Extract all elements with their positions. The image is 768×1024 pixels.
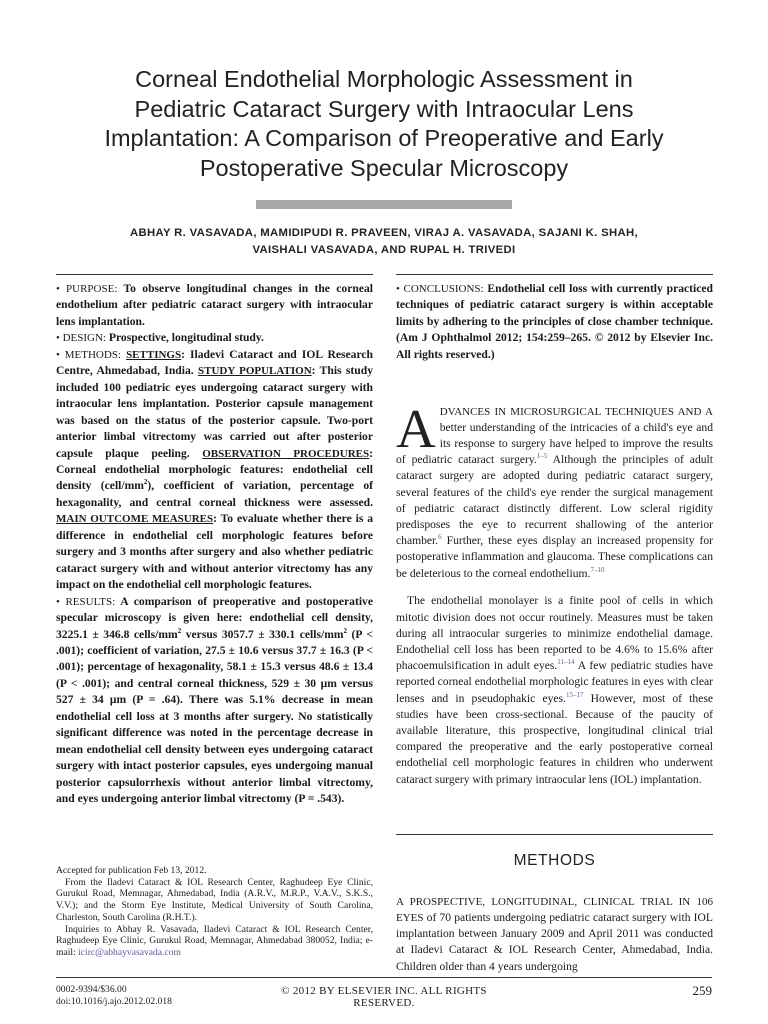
- author-line: VAISHALI VASAVADA, AND RUPAL H. TRIVEDI: [252, 244, 516, 256]
- intro-paragraph: [396, 593, 713, 787]
- title-line: Postoperative Specular Microscopy: [199, 154, 569, 181]
- results-text: versus 3057.7 ± 330.1 cells/mm: [181, 627, 344, 641]
- abstract-methods: [56, 347, 373, 594]
- copyright-notice: © 2012 BY ELSEVIER INC. ALL RIGHTS RESERVED.: [281, 985, 487, 1009]
- intro-leadin: DVANCES IN MICROSURGICAL TECHNIQUES AND A: [439, 405, 713, 418]
- outcome-label: MAIN OUTCOME MEASURES: [56, 513, 214, 526]
- results-text: (P < .001); coefficient of variation, 27.5 ± 10.6 versus 37.7 ± 16.3 (P < .001); percentage of hexagonality, 58.1 ± 15.3 versus 48.6 ± 13.4 (P < .001); and central corneal thickness, 529 ± 30 μm versus 527 ± 34 μm (P = .64). There was 5.1% decrease in mean endothelial cell loss at 3 months after surgery. No statistically significant difference was noted in the percentage decrease in mean endothelial cell density between eyes undergoing cataract surgery with intact posterior capsules, eyes undergoing manual posterior capsulorrhexis without anterior limbal vitrectomy, and eyes undergoing anterior limbal vitrectomy (P = .543).: [56, 627, 373, 806]
- abstract-results: [56, 594, 373, 808]
- settings-text: : Iladevi Cataract and IOL Research Centre, Ahmedabad, India.: [56, 347, 373, 378]
- author-line: ABHAY R. VASAVADA, MAMIDIPUDI R. PRAVEEN, VIRAJ A. VASAVADA, SAJANI K. SHAH,: [129, 227, 639, 239]
- methods-paragraph: [396, 894, 713, 975]
- methods-section: [396, 882, 713, 987]
- methods-label: • METHODS:: [56, 348, 121, 361]
- observation-text: ), coefficient of variation, percentage of hexagonality, and central corneal thickness were assessed.: [56, 479, 373, 509]
- intro-text: Although the principles of adult cataract surgery are adopted during pediatric cataract surgery, several features of the child's eye render the surgical management of pediatric cataract distinctly different. Low scleral rigidity predisposes the eye to recurrent shallowing of the anterior chamber.: [396, 453, 713, 548]
- purpose-label: • PURPOSE:: [56, 283, 118, 295]
- section-divider-rule: [396, 834, 713, 835]
- title-line: Implantation: A Comparison of Preoperative and Early: [104, 125, 664, 151]
- footer-identifiers: [56, 984, 172, 1007]
- superscript: 2: [177, 626, 182, 635]
- intro-text: better understanding of the intricacies of a child's eye and its response to surgery have helped to improve the results of pediatric cataract surgery.: [396, 420, 713, 467]
- conclusions-label: • CONCLUSIONS:: [396, 283, 484, 295]
- citation-link[interactable]: 1–5: [536, 452, 548, 461]
- email-link[interactable]: icirc@abhayvasavada.com: [78, 946, 181, 958]
- inquiries-text: Inquiries to Abhay R. Vasavada, Iladevi Cataract & IOL Research Center, Raghudeep Eye Clinic, Gurukul Road, Memnagar, Ahmedabad 380052, India; e-mail:: [56, 923, 373, 958]
- intro-text: A few pediatric studies have reported corneal endothelial morphologic features in eyes with clear lenses and in pseudophakic eyes.: [396, 659, 713, 705]
- intro-text: Further, these eyes display an increased propensity for postoperative inflammation and glaucoma. These complications can be deleterious to the corneal endothelium.: [396, 534, 713, 580]
- footer-rule: [56, 977, 712, 978]
- left-column-top-rule: [56, 274, 373, 275]
- abstract-conclusions: [396, 281, 713, 363]
- observation-text: : Corneal endothelial morphologic features: endothelial cell density (cell/mm: [56, 446, 374, 493]
- superscript: 2: [143, 478, 148, 487]
- title-line: Pediatric Cataract Surgery with Intraocular Lens: [134, 95, 634, 122]
- citation-link[interactable]: 15–17: [565, 690, 584, 699]
- abstract-left-column: [56, 281, 373, 808]
- citation-link[interactable]: 11–14: [557, 658, 575, 667]
- outcome-text: : To evaluate whether there is a difference in endothelial cell morphologic features before surgery and 3 months after surgery and also whether pediatric cataract surgery with and without anterior vitrectomy has any impact on the endothelial cell morphologic features.: [56, 512, 373, 592]
- intro-text: However, most of these studies have been cross-sectional. Because of the paucity of available literature, this prospective, longitudinal clinical trial compared the preoperative and the early postoperative corneal endothelial cell morphologic features in children who underwent cataract surgery with primary intraocular lens (IOL) implantation.: [396, 691, 714, 786]
- abstract-right-column: [396, 281, 713, 363]
- citation-link[interactable]: 6: [438, 533, 442, 542]
- inquiries-note: [56, 924, 373, 959]
- methods-leadin: A PROSPECTIVE, LONGITUDINAL, CLINICAL TRIAL IN 106 EYES: [396, 895, 713, 924]
- methods-heading: METHODS: [513, 852, 596, 869]
- conclusions-text: Endothelial cell loss with currently practiced techniques of pediatric cataract surgery is within acceptable limits by adhering to the principles of close chamber technique. (Am J Ophthalmol 2012; 154:259–265. © 2012 by Elsevier Inc. All rights reserved.): [396, 282, 714, 361]
- accepted-date: Accepted for publication Feb 13, 2012.: [56, 865, 207, 876]
- results-label: • RESULTS:: [56, 595, 116, 608]
- article-title: [40, 65, 728, 183]
- observation-label: OBSERVATION PROCEDURES: [202, 447, 370, 460]
- purpose-text: To observe longitudinal changes in the corneal endothelium after pediatric cataract surgery with intraocular lens implantation.: [56, 282, 373, 328]
- population-label: STUDY POPULATION: [198, 365, 312, 378]
- abstract-design: [56, 330, 373, 346]
- methods-text: of 70 patients undergoing pediatric cataract surgery with IOL implantation between January 2009 and April 2011 was conducted at Iladevi Cataract & IOL Research Center, Ahmedabad, India. Children older than 4 years undergoing: [396, 910, 713, 973]
- right-column-top-rule: [396, 274, 713, 275]
- doi: doi:10.1016/j.ajo.2012.02.018: [56, 995, 172, 1007]
- page-number: 259: [692, 983, 712, 998]
- results-text: A comparison of preoperative and postoperative specular microscopy is given here: endothelial cell density, 3225.1 ± 346.8 cells/mm: [56, 594, 373, 641]
- settings-label: SETTINGS: [126, 348, 182, 361]
- design-label: • DESIGN:: [56, 332, 106, 345]
- intro-text: The endothelial monolayer is a finite pool of cells in which mitotic division does not occur routinely. Measures must be taken during all intraocular surgeries to minimize endothelial damage. Endothelial cell loss has been reported to be 4.6% to 15.6% after phacoemulsification in adult eyes.: [396, 594, 713, 673]
- title-divider-bar: [256, 200, 512, 209]
- population-text: : This study included 100 pediatric eyes undergoing cataract surgery with intraocular lens implantation. Posterior capsule management was based on the status of the posterior capsule. Two-port anterior limbal vitrectomy was carried out after posterior capsule plaque peeling.: [56, 364, 373, 460]
- intro-paragraph: [396, 397, 713, 582]
- introduction-section: [396, 392, 713, 799]
- drop-cap: A: [396, 397, 436, 459]
- superscript: 2: [343, 626, 348, 635]
- article-footnote: [56, 865, 373, 959]
- design-text: Prospective, longitudinal study.: [106, 331, 264, 345]
- author-list: [40, 225, 728, 259]
- title-line: Corneal Endothelial Morphologic Assessment in: [135, 66, 633, 92]
- issn: 0002-9394/$36.00: [56, 984, 127, 995]
- citation-link[interactable]: 7–10: [590, 565, 605, 574]
- abstract-purpose: [56, 281, 373, 330]
- affiliation-note: From the Iladevi Cataract & IOL Research Center, Raghudeep Eye Clinic, Gurukul Road, Memnagar, Ahmedabad, India (A.R.V., M.R.P., V.A.V., S.K.S., V.V.); and the Storm Eye Institute, Medical University of South Carolina, Charleston, South Carolina (R.H.T.).: [56, 876, 373, 923]
